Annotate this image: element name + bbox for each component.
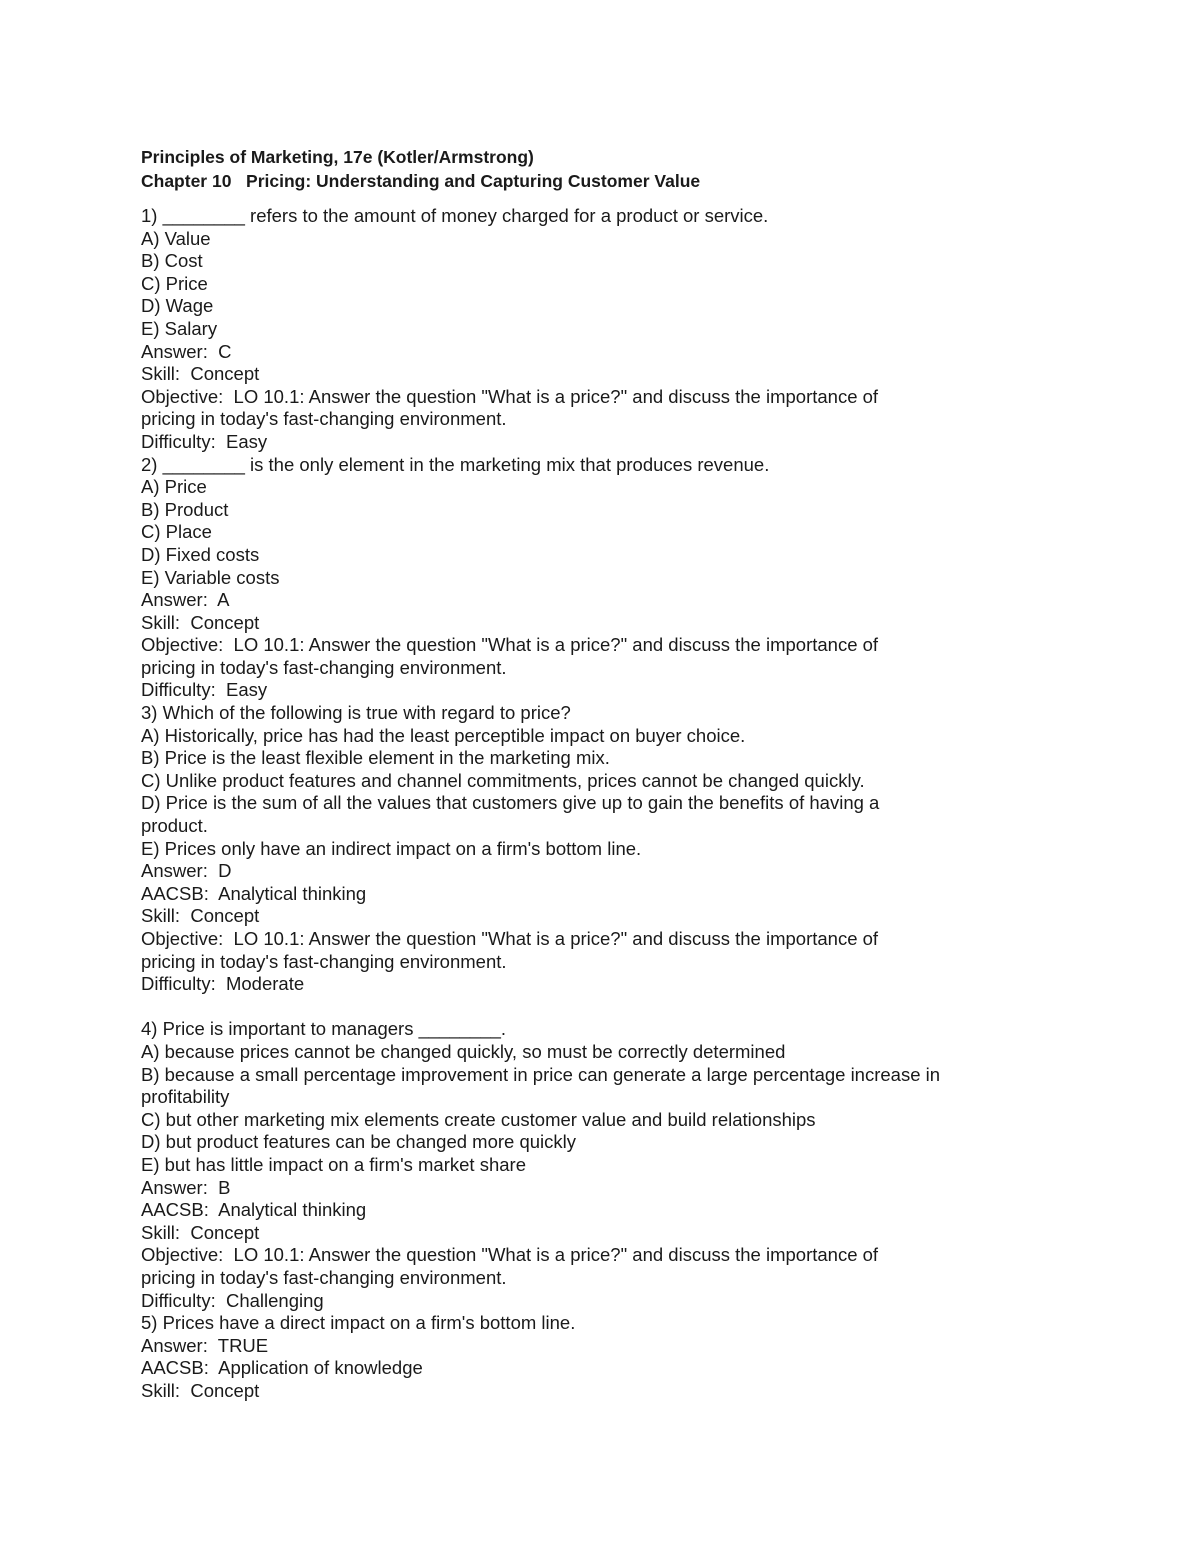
text-line: Skill: Concept bbox=[141, 1379, 260, 1401]
text-line: pricing in today's fast-changing environment. bbox=[141, 656, 507, 678]
text-line: C) Place bbox=[141, 521, 212, 543]
book-title: Principles of Marketing, 17e (Kotler/Armstrong) bbox=[141, 147, 534, 167]
text-line: Skill: Concept bbox=[141, 905, 260, 927]
text-line: AACSB: Application of knowledge bbox=[141, 1357, 423, 1379]
text-line: profitability bbox=[141, 1086, 230, 1108]
text-line: product. bbox=[141, 815, 208, 837]
text-line: Objective: LO 10.1: Answer the question "What is a price?" and discuss the importance of bbox=[141, 385, 879, 407]
text-line: Skill: Concept bbox=[141, 1221, 260, 1243]
text-line: E) Prices only have an indirect impact on a firm's bottom line. bbox=[141, 837, 642, 859]
text-line: B) Price is the least flexible element in the marketing mix. bbox=[141, 747, 610, 769]
text-line: Answer: A bbox=[141, 589, 230, 611]
text-line: Answer: D bbox=[141, 860, 232, 882]
text-line: Difficulty: Challenging bbox=[141, 1289, 324, 1311]
text-line: E) Variable costs bbox=[141, 566, 280, 588]
text-line: B) Cost bbox=[141, 250, 203, 272]
chapter-title: Chapter 10 Pricing: Understanding and Capturing Customer Value bbox=[141, 171, 701, 191]
text-line: pricing in today's fast-changing environment. bbox=[141, 950, 507, 972]
text-line: A) Historically, price has had the least perceptible impact on buyer choice. bbox=[141, 724, 746, 746]
text-line: Objective: LO 10.1: Answer the question "What is a price?" and discuss the importance of bbox=[141, 928, 879, 949]
text-line: D) but product features can be changed more quickly bbox=[141, 1131, 576, 1153]
text-line: D) Price is the sum of all the values that customers give up to gain the benefits of having a bbox=[141, 792, 880, 814]
text-line: Answer: TRUE bbox=[141, 1334, 269, 1356]
text-line: Objective: LO 10.1: Answer the question "What is a price?" and discuss the importance of bbox=[141, 634, 879, 656]
text-line: C) but other marketing mix elements create customer value and build relationships bbox=[141, 1108, 816, 1130]
text-line: Skill: Concept bbox=[141, 611, 260, 633]
text-line: 5) Prices have a direct impact on a firm's bottom line. bbox=[141, 1312, 576, 1334]
text-line: pricing in today's fast-changing environment. bbox=[141, 1266, 507, 1288]
text-line: D) Wage bbox=[141, 295, 214, 317]
text-line: A) Value bbox=[141, 227, 211, 249]
document-page bbox=[141, 145, 1041, 1402]
text-line: Objective: LO 10.1: Answer the question "What is a price?" and discuss the importance of bbox=[141, 1244, 879, 1266]
text-line: 1) ________ refers to the amount of money charged for a product or service. bbox=[141, 205, 769, 226]
text-line: Difficulty: Moderate bbox=[141, 973, 305, 995]
text-line: A) because prices cannot be changed quickly, so must be correctly determined bbox=[141, 1040, 786, 1062]
text-line: C) Price bbox=[141, 272, 208, 294]
text-line: AACSB: Analytical thinking bbox=[141, 1199, 367, 1221]
text-line: 2) ________ is the only element in the marketing mix that produces revenue. bbox=[141, 453, 770, 475]
text-line: E) Salary bbox=[141, 317, 218, 339]
text-line: Skill: Concept bbox=[141, 363, 260, 385]
question-list bbox=[141, 205, 1041, 1402]
text-line: 3) Which of the following is true with regard to price? bbox=[141, 702, 571, 724]
text-line: pricing in today's fast-changing environment. bbox=[141, 408, 507, 430]
text-line: B) because a small percentage improvement in price can generate a large percentage increase in bbox=[141, 1063, 941, 1085]
text-line: AACSB: Analytical thinking bbox=[141, 882, 367, 904]
text-line: Difficulty: Easy bbox=[141, 430, 268, 452]
text-line: C) Unlike product features and channel commitments, prices cannot be changed quickly. bbox=[141, 769, 865, 791]
text-line: D) Fixed costs bbox=[141, 543, 260, 565]
text-line: E) but has little impact on a firm's market share bbox=[141, 1153, 526, 1175]
text-line: Difficulty: Easy bbox=[141, 679, 268, 701]
blank-line bbox=[141, 996, 1041, 1019]
text-line: Answer: B bbox=[141, 1176, 231, 1198]
text-line: 4) Price is important to managers ________. bbox=[141, 1018, 507, 1040]
document-header bbox=[141, 145, 1041, 193]
text-line: A) Price bbox=[141, 476, 207, 498]
text-line: B) Product bbox=[141, 498, 229, 520]
text-line: Answer: C bbox=[141, 340, 232, 362]
